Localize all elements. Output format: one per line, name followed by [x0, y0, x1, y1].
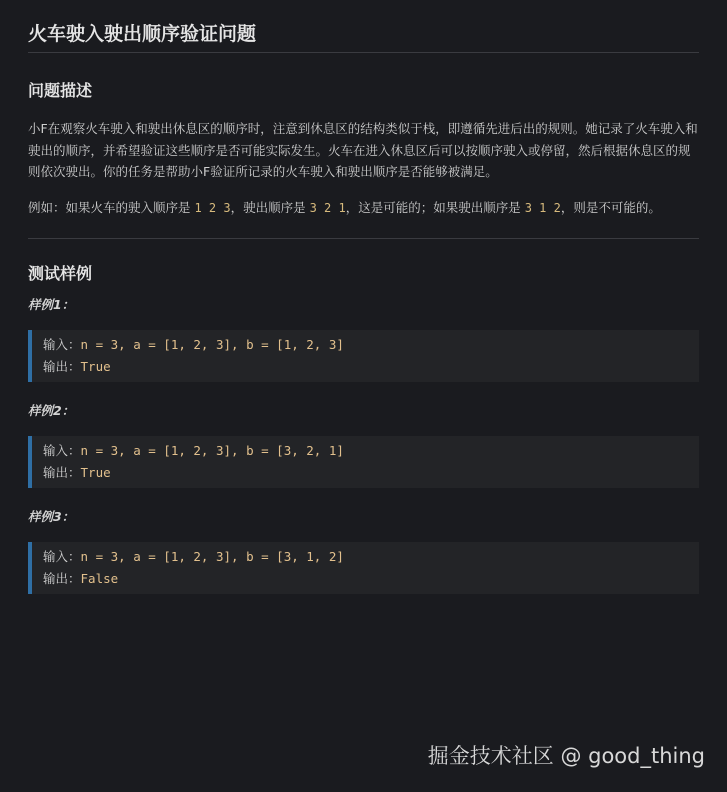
description-paragraph: 小F在观察火车驶入和驶出休息区的顺序时，注意到休息区的结构类似于栈，即遵循先进后出的规则。她记录了火车驶入和驶出的顺序，并希望验证这些顺序是否可能实际发生。火车在进入休息区后可以按顺序驶入或停留，然后根据休息区的规则依次驶出。你的任务是帮助小F验证所记录的火车驶入和驶出顺序是否能够被满足。	[28, 121, 698, 179]
code-block	[28, 330, 699, 382]
section-divider	[28, 238, 699, 239]
output-line	[43, 568, 699, 590]
input-value: n = 3, a = [1, 2, 3], b = [3, 1, 2]	[80, 549, 344, 564]
example-text-1: 例如：如果火车的驶入顺序是	[28, 199, 195, 215]
sample-label: 样例2：	[28, 403, 75, 418]
description-heading: 问题描述	[28, 81, 93, 100]
example-code-2: 3 2 1	[309, 200, 346, 215]
sample-label: 样例1：	[28, 297, 75, 312]
output-line	[43, 356, 699, 378]
example-paragraph	[28, 197, 699, 220]
input-value: n = 3, a = [1, 2, 3], b = [3, 2, 1]	[80, 443, 344, 458]
example-code-3: 3 1 2	[524, 200, 561, 215]
output-line	[43, 462, 699, 484]
input-key: 输入：	[43, 549, 81, 564]
title-divider	[28, 52, 699, 53]
output-key: 输出：	[43, 359, 81, 374]
input-line	[43, 546, 699, 568]
example-text-3: ，这是可能的；如果驶出顺序是	[345, 199, 525, 215]
output-key: 输出：	[43, 571, 81, 586]
output-value: True	[80, 465, 111, 480]
input-line	[43, 440, 699, 462]
input-key: 输入：	[43, 337, 81, 352]
code-block	[28, 542, 699, 594]
input-line	[43, 334, 699, 356]
example-text-2: ，驶出顺序是	[230, 199, 310, 215]
page-title: 火车驶入驶出顺序验证问题	[28, 23, 257, 45]
example-text-4: ，则是不可能的。	[560, 199, 661, 215]
sample-label: 样例3：	[28, 509, 75, 524]
input-value: n = 3, a = [1, 2, 3], b = [1, 2, 3]	[80, 337, 344, 352]
output-value: True	[80, 359, 111, 374]
input-key: 输入：	[43, 443, 81, 458]
article	[28, 0, 699, 594]
tests-heading: 测试样例	[28, 264, 93, 283]
watermark: 掘金技术社区 @ good_thing	[427, 744, 705, 768]
output-key: 输出：	[43, 465, 81, 480]
code-block	[28, 436, 699, 488]
output-value: False	[80, 571, 119, 586]
example-code-1: 1 2 3	[194, 200, 231, 215]
